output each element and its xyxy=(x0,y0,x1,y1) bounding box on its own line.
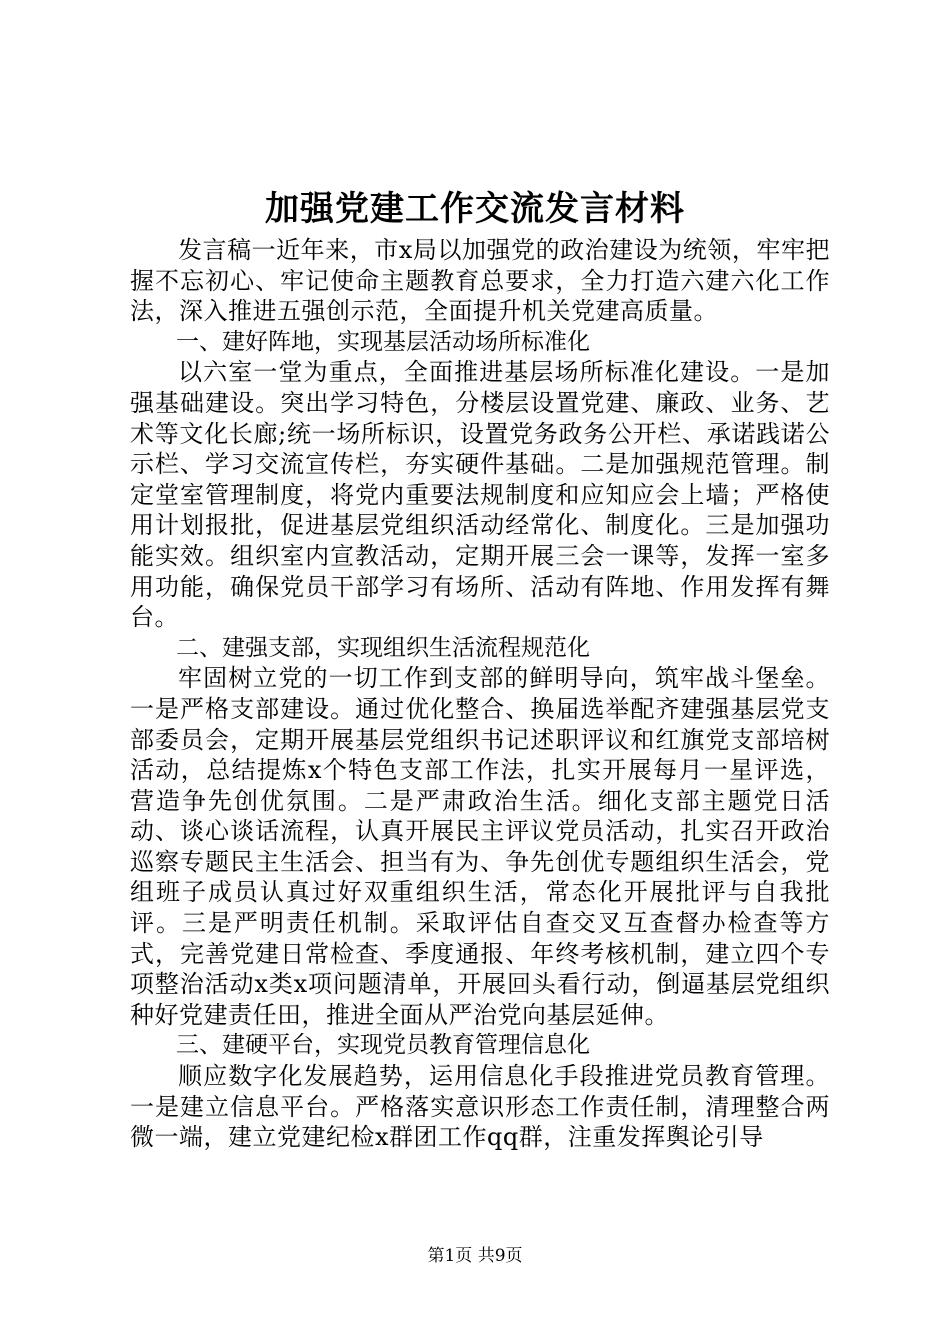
document-body xyxy=(130,235,830,1153)
section-heading-1: 一、建好阵地，实现基层活动场所标准化 xyxy=(176,328,590,355)
page-number-footer: 第1页 共9页 xyxy=(427,1246,523,1266)
paragraph-section-2: 牢固树立党的一切工作到支部的鲜明导向，筑牢战斗堡垒。一是严格支部建设。通过优化整合、换届选举配齐建强基层党支部委员会，定期开展基层党组织书记述职评议和红旗党支部培树活动，总结提炼x个特色支部工作法，扎实开展每月一星评选，营造争先创优氛围。二是严肃政治生活。细化支部主题党日活动、谈心谈话流程，认真开展民主评议党员活动，扎实召开政治巡察专题民主生活会、担当有为、争先创优专题组织生活会，党组班子成员认真过好双重组织生活，常态化开展批评与自我批评。三是严明责任机制。采取评估自查交叉互查督办检查等方式，完善党建日常检查、季度通报、年终考核机制，建立四个专项整治活动x类x项问题清单，开展回头看行动，倒逼基层党组织种好党建责任田，推进全面从严治党向基层延伸。 xyxy=(130,664,830,1029)
section-heading-2: 二、建强支部，实现组织生活流程规范化 xyxy=(176,634,590,661)
document-title: 加强党建工作交流发言材料 xyxy=(265,189,685,229)
paragraph-intro: 发言稿一近年来，市x局以加强党的政治建设为统领，牢牢把握不忘初心、牢记使命主题教育总要求，全力打造六建六化工作法，深入推进五强创示范，全面提升机关党建高质量。 xyxy=(130,236,830,326)
paragraph-section-1: 以六室一堂为重点，全面推进基层场所标准化建设。一是加强基础建设。突出学习特色，分楼层设置党建、廉政、业务、艺术等文化长廊;统一场所标识，设置党务政务公开栏、承诺践诺公示栏、学习交流宣传栏，夯实硬件基础。二是加强规范管理。制定堂室管理制度，将党内重要法规制度和应知应会上墙；严格使用计划报批，促进基层党组织活动经常化、制度化。三是加强功能实效。组织室内宣教活动，定期开展三会一课等，发挥一室多用功能，确保党员干部学习有场所、活动有阵地、作用发挥有舞台。 xyxy=(130,358,830,632)
section-heading-3: 三、建硬平台，实现党员教育管理信息化 xyxy=(176,1032,590,1059)
paragraph-section-3: 顺应数字化发展趋势，运用信息化手段推进党员教育管理。一是建立信息平台。严格落实意识形态工作责任制，清理整合两微一端，建立党建纪检x群团工作qq群，注重发挥舆论引导 xyxy=(130,1062,830,1152)
